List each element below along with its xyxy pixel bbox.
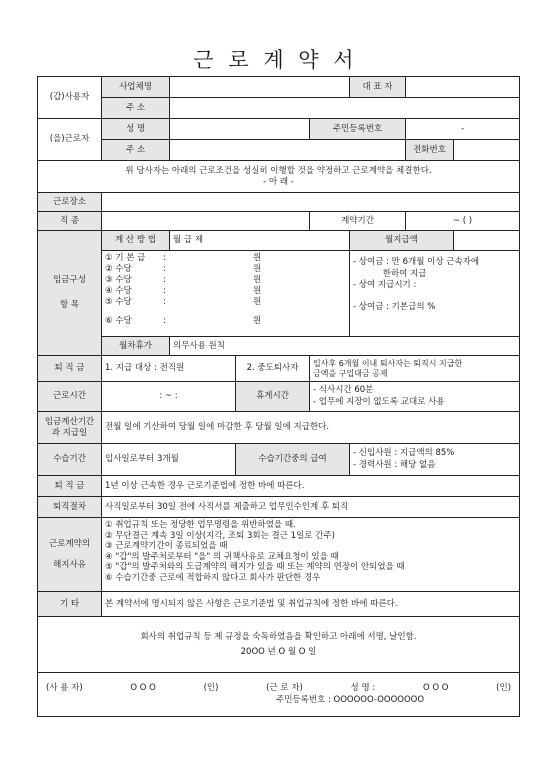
employee-section-label: (을)근로자 <box>38 119 102 161</box>
calc-method-value: 월 급 제 <box>170 231 350 251</box>
document-title: 근 로 계 약 서 <box>193 48 358 72</box>
retirement-item2: 2. 중도퇴사자 <box>236 356 310 382</box>
wage-item-unit: 원 <box>253 286 262 296</box>
bonus-note: 한하여 지급 <box>353 268 427 279</box>
confirmation-cell <box>38 617 520 673</box>
employer-sign-name: O O O <box>130 683 156 694</box>
signature-row-2 <box>46 695 511 706</box>
bonus-note: - 상여 지급시기 : <box>353 280 417 290</box>
probation-wage-label: 수습기간중의 급여 <box>236 444 350 476</box>
employer-sign-label: (사 용 자) <box>46 683 83 694</box>
wage-item-no-name: ② 수당 <box>105 264 132 274</box>
rrn-label: 주민등록번호 <box>310 119 406 140</box>
wage-item-no-name: ④ 수당 <box>105 286 132 296</box>
employer-address-label: 주 소 <box>102 98 170 119</box>
wage-item <box>105 264 346 275</box>
wage-item-colon: : <box>163 316 166 326</box>
retirement-item1: 1. 지급 대상 : 전직원 <box>102 356 236 382</box>
resignation-value: 사직일로부터 30일 전에 사직서를 제출하고 업무인수인계 후 퇴직 <box>102 497 520 518</box>
etc-label: 기 타 <box>38 592 102 617</box>
pay-amount-field[interactable] <box>454 231 520 251</box>
wage-item-no-name: ③ 수당 <box>105 275 132 285</box>
employee-address-field[interactable] <box>170 140 406 161</box>
workplace-label: 근로장소 <box>38 193 102 212</box>
employee-name-sign-label: 성 명 : <box>350 683 376 694</box>
bonus-note: - 상여금 : 기본급의 % <box>353 301 436 312</box>
annual-leave-value: 의무사용 원칙 <box>170 337 520 356</box>
retirement-note-cell <box>310 356 520 382</box>
duty-label: 직 종 <box>38 212 102 231</box>
retirement-note-2: 금액을 구입대금 공제 <box>313 368 388 378</box>
wage-items-cell <box>102 251 350 337</box>
wage-item-unit: 원 <box>253 275 262 285</box>
wage-item-colon: : <box>163 286 166 296</box>
signature-row-1 <box>46 683 511 694</box>
wage-item <box>105 253 346 264</box>
company-name-field[interactable] <box>170 77 350 98</box>
wage-items-list <box>105 253 346 327</box>
termination-label-1: 근로계약의 <box>48 538 91 549</box>
employee-rrn-sign-value: OOOOOO-OOOOOOO <box>333 695 425 705</box>
employee-seal: (인) <box>496 683 512 694</box>
retirement-pay-label: 퇴 직 금 <box>38 476 102 497</box>
contract-period-label: 계약기간 <box>310 212 406 231</box>
termination-items-cell <box>102 518 520 592</box>
employee-sign-label: (근 로 자) <box>266 683 303 694</box>
phone-field[interactable] <box>454 140 520 161</box>
retirement-label: 퇴 직 금 <box>38 356 102 382</box>
ceo-label: 대 표 자 <box>350 77 406 98</box>
termination-items-list <box>105 520 516 584</box>
wage-item-no-name: ⑤ 수당 <box>105 297 132 307</box>
employer-seal: (인) <box>203 683 219 694</box>
termination-label <box>38 518 102 592</box>
wage-item-colon: : <box>163 297 166 307</box>
confirmation-date: 20OO 년 O 월 O 일 <box>240 646 317 657</box>
wage-section-label <box>38 231 102 356</box>
bonus-notes-cell <box>350 251 520 337</box>
pay-amount-label: 월지급액 <box>350 231 454 251</box>
employee-name-field[interactable] <box>170 119 310 140</box>
termination-item: ⑥ 수습기간중 근로에 적합하지 않다고 회사가 판단한 경우 <box>105 572 321 583</box>
wage-item <box>105 275 346 286</box>
probation-notes-cell <box>350 444 520 476</box>
company-name-label: 사업체명 <box>102 77 170 98</box>
intro-below: - 아 래 - <box>263 176 294 187</box>
termination-label-2: 해지사유 <box>53 559 86 570</box>
wage-item <box>105 297 346 308</box>
wage-item-unit: 원 <box>253 297 262 307</box>
probation-value: 입사일로부터 3개월 <box>102 444 236 476</box>
break-note: - 업무에 지장이 없도록 교대로 사용 <box>313 396 445 407</box>
wage-item-colon: : <box>163 253 166 263</box>
annual-leave-label: 월차휴가 <box>102 337 170 356</box>
break-notes-cell <box>310 382 520 412</box>
termination-item: ② 무단결근 계속 3일 이상(지각, 조퇴 3회는 결근 1일로 간주) <box>105 530 335 541</box>
probation-note: - 신입사원 : 지급액의 85% <box>353 448 455 458</box>
contract-form-table <box>37 76 520 717</box>
wage-item-unit: 원 <box>253 253 262 263</box>
probation-notes-list <box>353 448 516 471</box>
pay-period-label-1: 임금계산기간 <box>44 416 95 427</box>
employee-sign-name: O O O <box>422 683 449 694</box>
wage-item-unit: 원 <box>253 316 262 326</box>
wage-section-label-2: 항 목 <box>59 300 80 310</box>
intro-sentence: 위 당사자는 아래의 근로조건을 성실히 이행할 것을 약정하고 근로계약을 체결한다. <box>125 165 432 176</box>
wage-item-no-name: ⑥ 수당 <box>105 316 132 326</box>
break-notes-list <box>313 385 516 408</box>
resignation-label: 퇴직절차 <box>38 497 102 518</box>
employee-address-label: 주 소 <box>102 140 170 161</box>
retirement-note-1: 입사후 6개월 이내 퇴사자는 퇴직시 지급한 <box>313 358 463 368</box>
bonus-note: - 상여금 : 만 6개월 이상 근속자에 <box>353 257 480 267</box>
probation-label: 수습기간 <box>38 444 102 476</box>
signature-cell <box>38 673 520 717</box>
intro-cell <box>38 161 520 193</box>
termination-item: ③ 근로계약기간이 종료되었을 때 <box>105 541 228 552</box>
termination-item: ④ "갑"의 발주처로부터 "을" 의 귀책사유로 교체요청이 있을 때 <box>105 551 339 562</box>
wage-item-unit: 원 <box>253 264 262 274</box>
wage-section-label-1: 임금구성 <box>53 275 86 286</box>
confirmation-statement: 회사의 취업규칙 등 제 규정을 숙독하였음을 확인하고 아래에 서명, 날인함. <box>140 631 417 642</box>
wage-item <box>105 286 346 297</box>
etc-value: 본 계약서에 명시되지 않은 사항은 근로기준법 및 취업규칙에 정한 바에 따른다. <box>102 592 520 617</box>
bonus-notes-list <box>353 257 516 313</box>
duty-field[interactable] <box>102 212 310 231</box>
wage-item <box>105 316 346 327</box>
probation-note: - 경력사원 : 해당 없음 <box>353 459 436 470</box>
rrn-dash: - <box>460 123 465 134</box>
employee-name-label: 성 명 <box>102 119 170 140</box>
break-note: - 식사시간 60분 <box>313 385 374 395</box>
termination-item: ⑤ "갑"의 발주처와의 도급계약의 해지가 있을 때 또는 계약의 연장이 안되었을 때 <box>105 562 405 573</box>
employer-section-label: (갑)사용자 <box>38 77 102 119</box>
termination-item: ① 취업규칙 또는 정당한 업무명령을 위반하였을 때. <box>105 520 296 530</box>
workplace-field[interactable] <box>102 193 520 212</box>
ceo-field[interactable] <box>406 77 520 98</box>
pay-period-label-2: 과 지급일 <box>51 427 88 438</box>
rrn-field[interactable] <box>406 119 520 140</box>
work-hours-label: 근로시간 <box>38 382 102 412</box>
pay-period-value: 전월 일에 기산하여 당월 일에 마감한 후 당월 일에 지급한다. <box>102 412 520 444</box>
break-time-label: 휴게시간 <box>236 382 310 412</box>
phone-label: 전화번호 <box>406 140 454 161</box>
retirement-pay-value: 1년 이상 근속한 경우 근로기준법에 정한 바에 따른다. <box>102 476 520 497</box>
wage-item-no-name: ① 기 본 급 <box>105 253 146 263</box>
calc-method-label: 계 산 방 법 <box>102 231 170 251</box>
contract-period-value[interactable]: ~ ( ) <box>406 212 520 231</box>
wage-item-colon: : <box>163 264 166 274</box>
wage-item-colon: : <box>163 275 166 285</box>
work-hours-value[interactable]: : ~ : <box>102 382 236 412</box>
employee-rrn-sign-label: 주민등록번호 : <box>276 695 331 705</box>
employer-address-field[interactable] <box>170 98 520 119</box>
pay-period-label <box>38 412 102 444</box>
